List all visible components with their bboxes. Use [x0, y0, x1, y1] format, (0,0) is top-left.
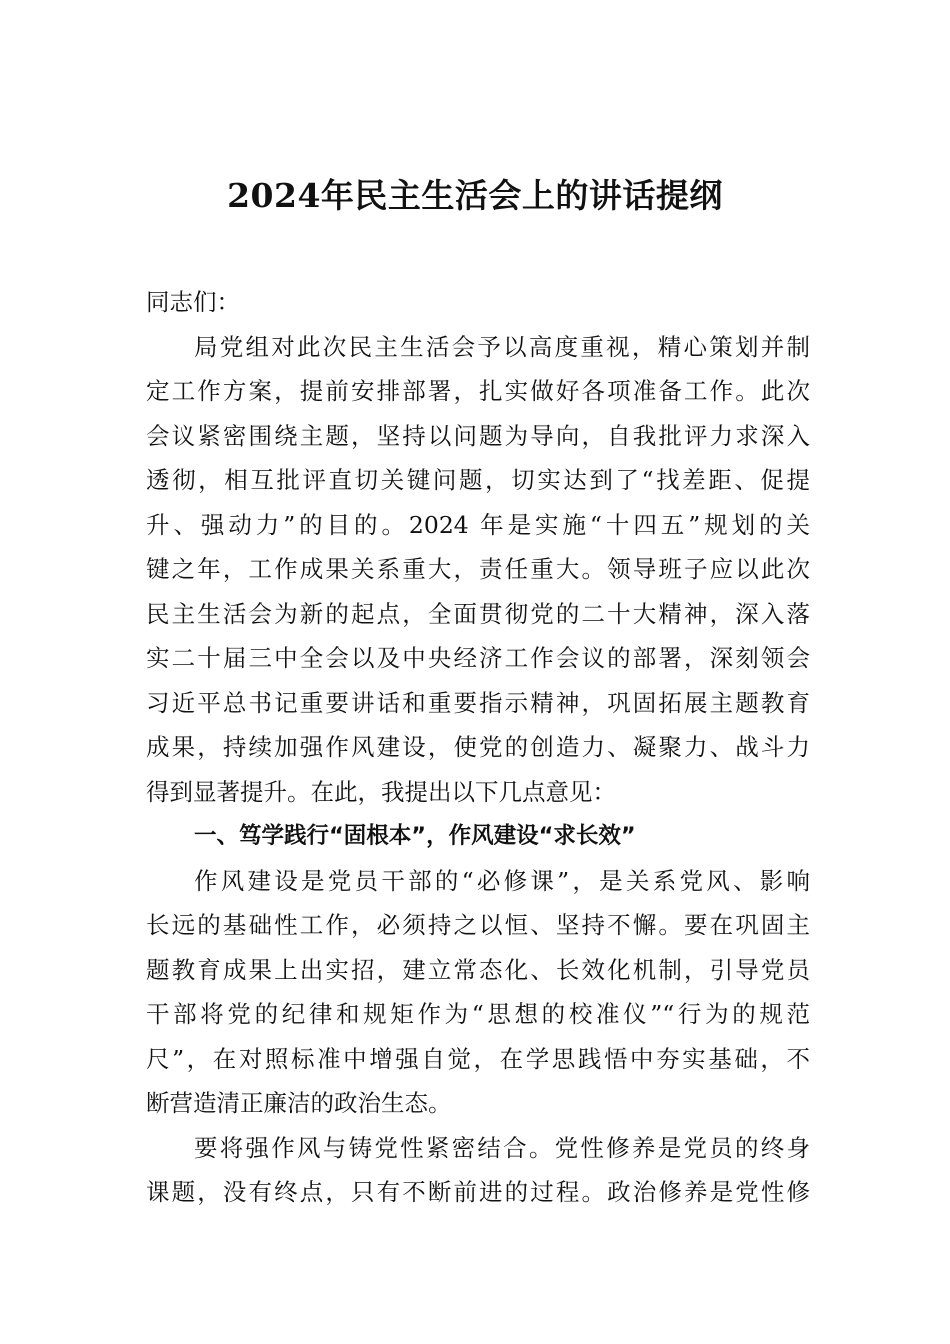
document-body	[146, 280, 810, 1215]
text-line: 断营造清正廉洁的政治生态。	[146, 1089, 452, 1117]
salutation: 同志们：	[146, 288, 240, 316]
document-title: 2024年民主生活会上的讲话提纲	[227, 176, 723, 215]
paragraph-3	[146, 1126, 810, 1215]
section-heading: 一、笃学践行“固根本”，作风建设“求长效”	[194, 823, 636, 849]
text-line: 升、强动力”的目的。2024 年是实施“十四五”规划的关	[146, 510, 810, 539]
text-line: 实二十届三中全会以及中央经济工作会议的部署，深刻领会	[146, 644, 810, 672]
paragraph-1	[146, 325, 810, 815]
text-line: 民主生活会为新的起点，全面贯彻党的二十大精神，深入落	[146, 599, 810, 628]
text-line: 透彻，相互批评直切关键问题，切实达到了“找差距、促提	[146, 466, 810, 494]
paragraph-2	[146, 859, 810, 1126]
text-line: 题教育成果上出实招，建立常态化、长效化机制，引导党员	[146, 955, 810, 984]
text-line: 局党组对此次民主生活会予以高度重视，精心策划并制	[194, 332, 810, 361]
text-line: 定工作方案，提前安排部署，扎实做好各项准备工作。此次	[146, 377, 810, 405]
text-line: 尺”，在对照标准中增强自觉，在学思践悟中夯实基础，不	[146, 1044, 810, 1073]
text-line: 作风建设是党员干部的“必修课”，是关系党风、影响	[194, 866, 810, 895]
text-line: 得到显著提升。在此，我提出以下几点意见：	[146, 777, 616, 806]
text-line: 会议紧密围绕主题，坚持以问题为导向，自我批评力求深入	[146, 421, 810, 450]
text-line: 成果，持续加强作风建设，使党的创造力、凝聚力、战斗力	[146, 733, 810, 761]
text-line: 长远的基础性工作，必须持之以恒、坚持不懈。要在巩固主	[146, 911, 810, 939]
text-line: 键之年，工作成果关系重大，责任重大。领导班子应以此次	[146, 555, 810, 583]
text-line: 课题，没有终点，只有不断前进的过程。政治修养是党性修	[146, 1178, 810, 1206]
text-line: 要将强作风与铸党性紧密结合。党性修养是党员的终身	[194, 1133, 810, 1162]
text-line: 干部将党的纪律和规矩作为“思想的校准仪”“行为的规范	[146, 1000, 810, 1028]
text-line: 习近平总书记重要讲话和重要指示精神，巩固拓展主题教育	[146, 688, 810, 717]
